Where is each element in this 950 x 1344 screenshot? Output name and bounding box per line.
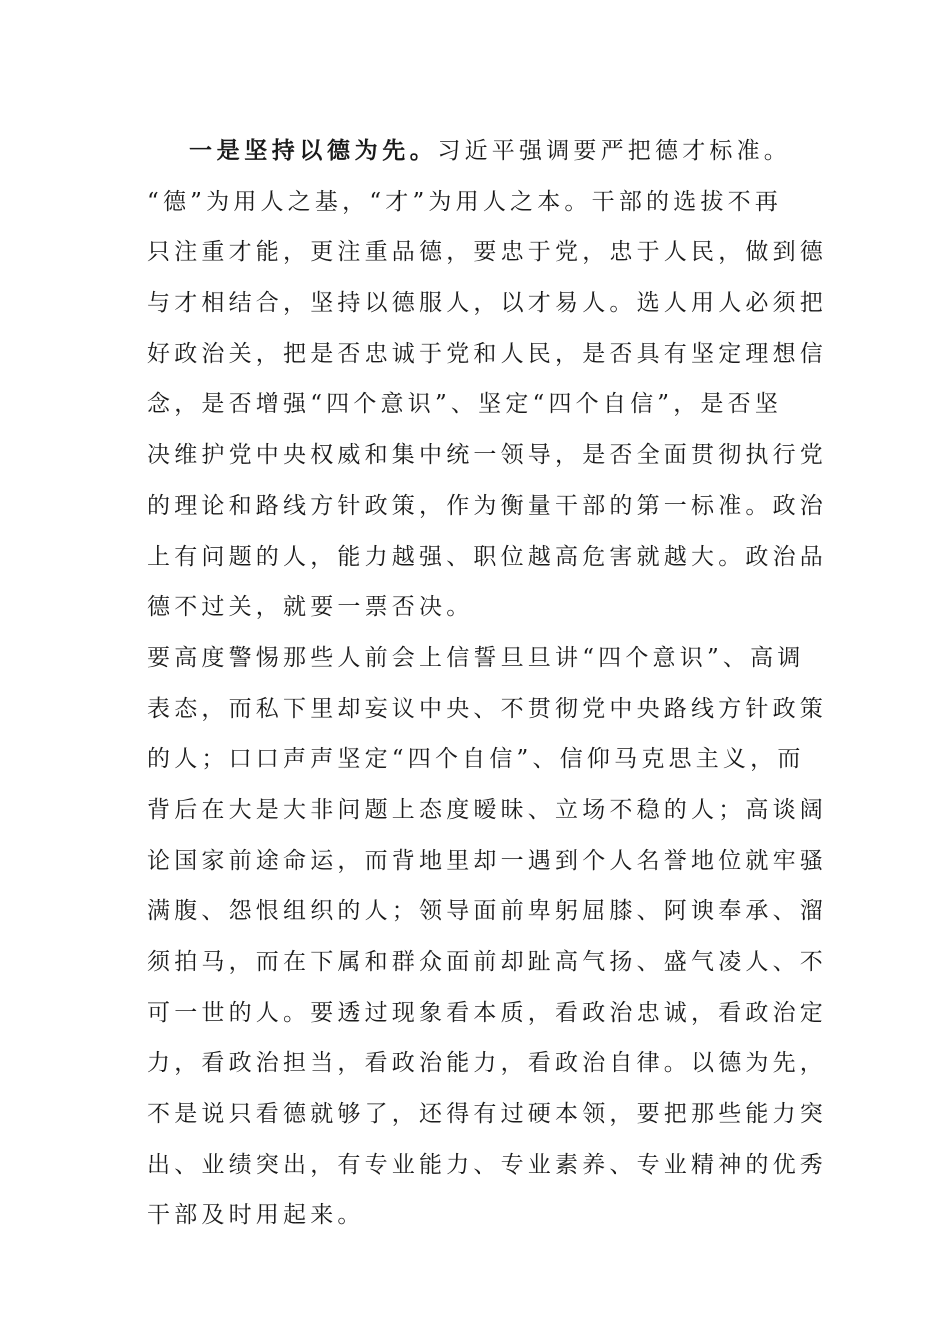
paragraph-1-line: 决维护党中央权威和集中统一领导，是否全面贯彻执行党 [147,442,827,469]
paragraph-2-line: 不是说只看德就够了，还得有过硬本领，要把那些能力突 [147,1101,827,1128]
paragraph-2-line: 可一世的人。要透过现象看本质，看政治忠诚，看政治定 [147,999,827,1026]
paragraph-2-line: 要高度警惕那些人前会上信誓旦旦讲“四个意识”、高调 [147,644,805,671]
paragraph-2-line: 的人；口口声声坚定“四个自信”、信仰马克思主义，而 [147,746,805,773]
paragraph-1-line: 的理论和路线方针政策，作为衡量干部的第一标准。政治 [147,492,827,519]
paragraph-1-line: 只注重才能，更注重品德，要忠于党，忠于人民，做到德 [147,239,827,266]
paragraph-1-first-line-text: 习近平强调要严把德才标准。 [437,138,792,164]
paragraph-1-line: 念，是否增强“四个意识”、坚定“四个自信”，是否坚 [147,391,783,418]
paragraph-2-line: 背后在大是大非问题上态度暧昧、立场不稳的人；高谈阔 [147,796,827,823]
paragraph-1-line: “德”为用人之基，“才”为用人之本。干部的选拔不再 [147,188,783,215]
paragraph-1-line: 与才相结合，坚持以德服人，以才易人。选人用人必须把 [147,290,827,317]
paragraph-2-line: 干部及时用起来。 [147,1202,365,1229]
paragraph-2-line: 论国家前途命运，而背地里却一遇到个人名誉地位就牢骚 [147,847,827,874]
paragraph-1-line: 上有问题的人，能力越强、职位越高危害就越大。政治品 [147,543,827,570]
paragraph-2-line: 表态，而私下里却妄议中央、不贯彻党中央路线方针政策 [147,695,827,722]
paragraph-1-line: 德不过关，就要一票否决。 [147,594,474,621]
paragraph-2-line: 力，看政治担当，看政治能力，看政治自律。以德为先， [147,1050,827,1077]
paragraph-1-line: 好政治关，把是否忠诚于党和人民，是否具有坚定理想信 [147,340,827,367]
paragraph-2-line: 满腹、怨恨组织的人；领导面前卑躬屈膝、阿谀奉承、溜 [147,898,827,925]
paragraph-1-lead: 一是坚持以德为先。 [189,137,438,164]
paragraph-2-line: 出、业绩突出，有专业能力、专业素养、专业精神的优秀 [147,1151,827,1178]
paragraph-2-line: 须拍马，而在下属和群众面前却趾高气扬、盛气凌人、不 [147,949,827,975]
document-body [147,126,827,1241]
paragraph-1-line-1 [147,126,807,177]
